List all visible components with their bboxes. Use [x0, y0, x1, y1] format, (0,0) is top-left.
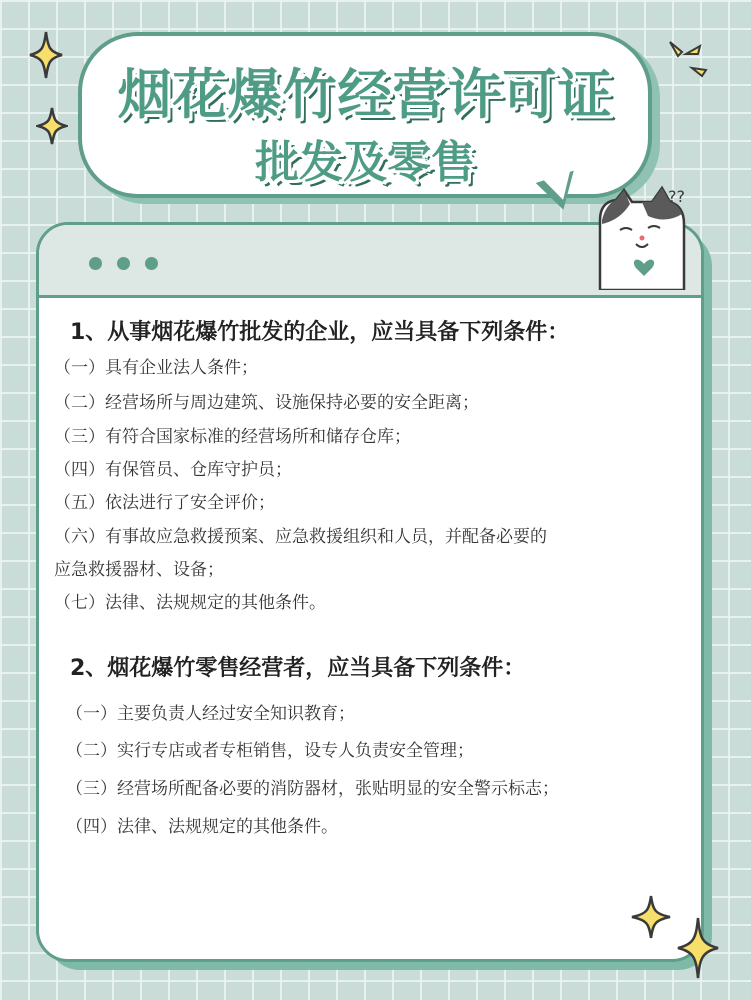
section2-item: （二）实行专店或者专柜销售，设专人负责安全管理；: [66, 741, 474, 761]
section2-heading: 2、烟花爆竹零售经营者，应当具备下列条件：: [70, 656, 526, 681]
dot-icon: [145, 257, 158, 270]
section2-item: （一）主要负责人经过安全知识教育；: [66, 704, 355, 724]
sparkle-icon: [36, 106, 68, 146]
section1-item: （一）具有企业法人条件；: [54, 358, 258, 378]
sparkle-icon: [630, 894, 672, 940]
section1-item: （五）依法进行了安全评价；: [54, 493, 275, 513]
cat-illustration: [586, 180, 696, 290]
section1-item: （四）有保管员、仓库守护员；: [54, 460, 292, 480]
page-subtitle: 批发及零售: [255, 137, 475, 188]
section1-item: （七）法律、法规规定的其他条件。: [54, 593, 326, 613]
section1-item: （二）经营场所与周边建筑、设施保持必要的安全距离；: [54, 393, 479, 413]
sparkle-dash-icon: [662, 36, 712, 82]
section2-item: （三）经营场所配备必要的消防器材，张贴明显的安全警示标志；: [66, 779, 559, 799]
section1-item: （三）有符合国家标准的经营场所和储存仓库；: [54, 427, 411, 447]
sparkle-icon: [676, 916, 720, 980]
section1-item: （六）有事故应急救援预案、应急救援组织和人员，并配备必要的: [54, 527, 547, 547]
section2-item: （四）法律、法规规定的其他条件。: [66, 817, 338, 837]
sparkle-icon: [28, 30, 64, 80]
page-title: 烟花爆竹经营许可证: [117, 63, 613, 126]
section1-heading: 1、从事烟花爆竹批发的企业，应当具备下列条件：: [70, 320, 570, 345]
section1-item: 应急救援器材、设备；: [54, 560, 224, 580]
dot-icon: [117, 257, 130, 270]
question-mark-icon: ??: [668, 187, 685, 206]
dot-icon: [89, 257, 102, 270]
